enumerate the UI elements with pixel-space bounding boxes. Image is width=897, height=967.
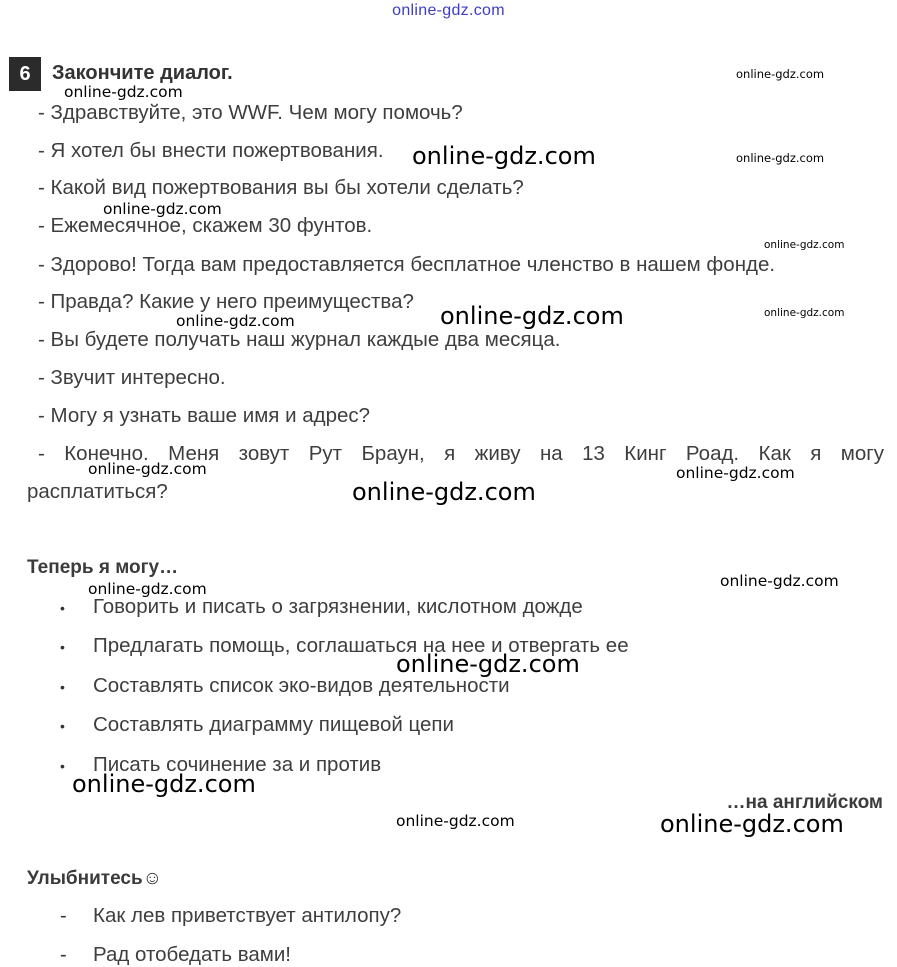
can-do-heading: Теперь я могу…: [27, 557, 179, 578]
dialog-line: - Правда? Какие у него преимущества?: [38, 290, 414, 313]
smile-heading: Улыбнитесь☺: [27, 868, 163, 889]
dialog-line: - Могу я узнать ваше имя и адрес?: [38, 404, 371, 427]
task-number-badge: 6: [9, 57, 41, 91]
bullet-icon: •: [60, 718, 65, 734]
dialog-line-continuation: расплатиться?: [27, 480, 168, 503]
watermark: online-gdz.com: [176, 312, 295, 330]
dialog-line: - Здравствуйте, это WWF. Чем могу помочь?: [38, 101, 463, 124]
dialog-line: - Я хотел бы внести пожертвования.: [38, 139, 384, 162]
watermark: online-gdz.com: [352, 478, 536, 506]
can-do-item: Предлагать помощь, соглашаться на нее и отвергать ее: [93, 634, 629, 657]
dash-marker: -: [60, 944, 67, 966]
watermark: online-gdz.com: [412, 142, 596, 170]
dialog-line: - Звучит интересно.: [38, 366, 226, 389]
watermark: online-gdz.com: [396, 812, 515, 830]
can-do-item: Писать сочинение за и против: [93, 753, 382, 776]
task-title: Закончите диалог.: [52, 62, 233, 84]
bullet-icon: •: [60, 679, 65, 695]
watermark: online-gdz.com: [660, 810, 844, 838]
smile-item: Рад отобедать вами!: [93, 943, 292, 966]
watermark: online-gdz.com: [64, 83, 183, 101]
watermark: online-gdz.com: [764, 239, 845, 251]
watermark: online-gdz.com: [72, 770, 256, 798]
watermark: online-gdz.com: [736, 151, 825, 165]
can-do-item: Говорить и писать о загрязнении, кислотном дожде: [93, 595, 583, 618]
watermark: online-gdz.com: [440, 302, 624, 330]
can-do-suffix: …на английском: [726, 792, 883, 813]
smile-item: Как лев приветствует антилопу?: [93, 904, 402, 927]
site-header[interactable]: online-gdz.com: [392, 2, 505, 19]
bullet-icon: •: [60, 600, 65, 616]
watermark: online-gdz.com: [676, 464, 795, 482]
watermark: online-gdz.com: [736, 67, 825, 81]
dialog-line: - Ежемесячное, скажем 30 фунтов.: [38, 214, 373, 237]
bullet-icon: •: [60, 639, 65, 655]
watermark: online-gdz.com: [103, 200, 222, 218]
watermark: online-gdz.com: [764, 307, 845, 319]
dialog-line: - Какой вид пожертвования вы бы хотели сделать?: [38, 176, 524, 199]
bullet-icon: •: [60, 758, 65, 774]
dialog-line: - Вы будете получать наш журнал каждые два месяца.: [38, 328, 561, 351]
can-do-item: Составлять диаграмму пищевой цепи: [93, 713, 454, 736]
watermark: online-gdz.com: [396, 650, 580, 678]
watermark: online-gdz.com: [88, 580, 207, 598]
dialog-line-last: - Конечно. Меня зовут Рут Браун, я живу на 13 Кинг Роад. Как я могу: [38, 442, 884, 465]
can-do-item: Составлять список эко-видов деятельности: [93, 674, 510, 697]
watermark: online-gdz.com: [720, 572, 839, 590]
watermark: online-gdz.com: [88, 460, 207, 478]
dash-marker: -: [60, 905, 67, 927]
dialog-line: - Здорово! Тогда вам предоставляется бесплатное членство в нашем фонде.: [38, 253, 776, 276]
